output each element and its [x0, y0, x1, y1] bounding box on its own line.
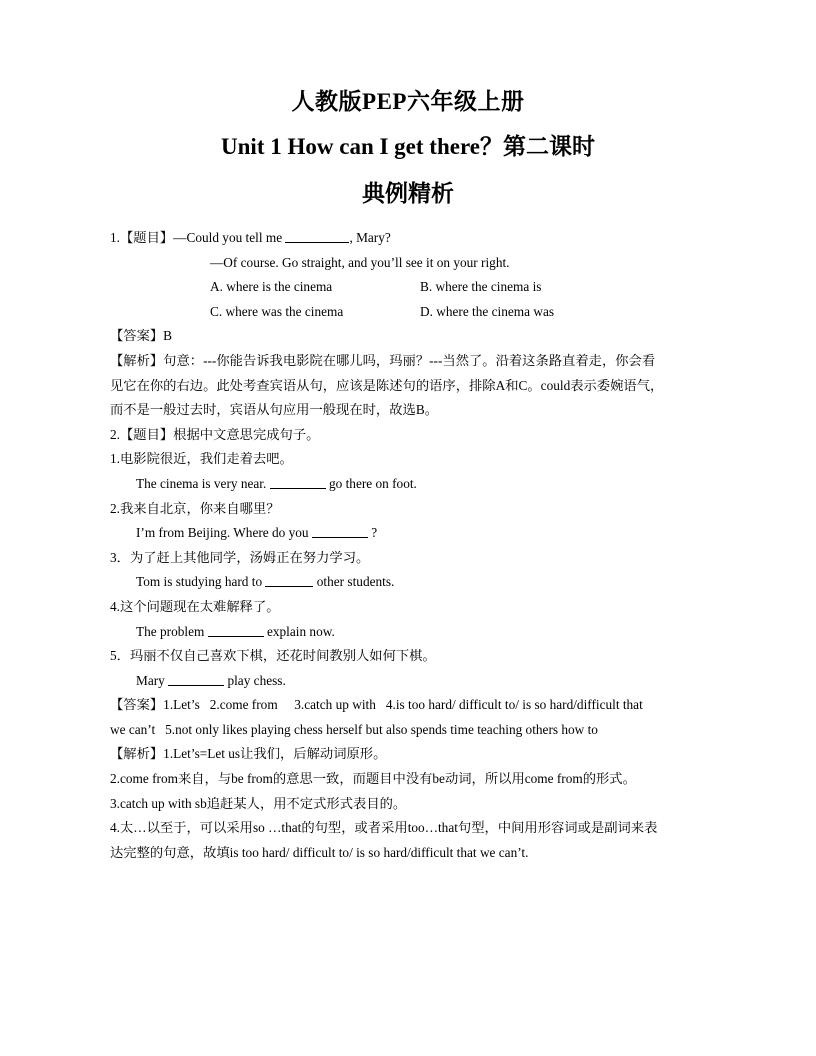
document-title [110, 80, 706, 216]
question-2-item-4-en [110, 620, 706, 645]
blank-underline [168, 673, 224, 686]
question-1-stem-pre: 1.【题目】—Could you tell me [110, 230, 286, 245]
blank-underline [312, 525, 368, 538]
question-1-analysis-line-3: 而不是一般过去时，宾语从句应用一般现在时，故选B。 [110, 402, 438, 418]
question-1-stem-post: , Mary? [349, 230, 391, 245]
question-1-answer: 【答案】B [110, 328, 173, 344]
question-1-option-row-1 [110, 275, 706, 300]
question-2-item-3-cn: 3．为了赶上其他同学，汤姆正在努力学习。 [110, 549, 370, 565]
option-c: C. where was the cinema [210, 303, 344, 319]
blank-underline [270, 476, 326, 489]
sentence-post: go there on foot. [325, 475, 417, 491]
question-2-item-5-en [110, 669, 706, 694]
sentence-pre: The problem [136, 623, 208, 639]
option-d: D. where the cinema was [420, 303, 555, 319]
title-line-1: 人教版PEP六年级上册 [291, 89, 525, 114]
question-2-analysis-line-5: 达完整的句意，故填is too hard/ difficult to/ is so hard/difficult that we can’t. [110, 844, 529, 860]
question-2-item-2-en [110, 521, 706, 546]
blank-underline [208, 624, 264, 637]
title-line-3: 典例精析 [362, 180, 454, 206]
sentence-pre: Mary [136, 672, 169, 688]
question-2-analysis-line-4: 4.太…以至于，可以采用so …that的句型，或者采用too…that句型，中间用形容词或是副词来表 [110, 820, 658, 836]
question-2-item-1-cn: 1.电影院很近，我们走着去吧。 [110, 451, 293, 467]
question-2-stem: 2.【题目】根据中文意思完成句子。 [110, 426, 320, 442]
sentence-post: ? [367, 525, 378, 541]
option-b: B. where the cinema is [420, 279, 542, 295]
sentence-post: other students. [313, 574, 395, 590]
question-2-answer-line-1: 【答案】1.Let’s 2.come from 3.catch up with 4.is too hard/ difficult to/ is so hard/difficult that [110, 697, 643, 713]
question-1-analysis-line-1: 【解析】句意：---你能告诉我电影院在哪儿吗，玛丽？---当然了。沿着这条路直着走，你会看 [110, 352, 656, 368]
document-body [110, 226, 706, 865]
sentence-post: explain now. [263, 623, 335, 639]
question-2-item-3-en [110, 570, 706, 595]
question-1-analysis-line-2: 见它在你的右边。此处考查宾语从句，应该是陈述句的语序，排除A和C。could表示委婉语气， [110, 377, 664, 393]
option-a: A. where is the cinema [210, 279, 333, 295]
question-1-stem [110, 226, 706, 251]
question-1-option-row-2 [110, 300, 706, 325]
question-2-analysis-line-2: 2.come from来自，与be from的意思一致，而题目中没有be动词，所以用come from的形式。 [110, 771, 636, 787]
question-1-reply: —Of course. Go straight, and you’ll see it on your right. [210, 254, 510, 270]
question-2-item-4-cn: 4.这个问题现在太难解释了。 [110, 598, 280, 614]
question-2-analysis-line-1: 【解析】1.Let’s=Let us让我们，后解动词原形。 [110, 746, 387, 762]
question-2-item-5-cn: 5．玛丽不仅自己喜欢下棋，还花时间教别人如何下棋。 [110, 648, 436, 664]
question-2-answer-line-2: we can’t 5.not only likes playing chess herself but also spends time teaching others how to [110, 721, 598, 737]
question-2-item-1-en [110, 472, 706, 497]
sentence-pre: The cinema is very near. [136, 475, 270, 491]
question-2-item-2-cn: 2.我来自北京，你来自哪里？ [110, 500, 280, 516]
title-line-2: Unit 1 How can I get there？第二课时 [221, 134, 595, 159]
sentence-pre: I’m from Beijing. Where do you [136, 525, 312, 541]
blank-underline [285, 230, 349, 243]
sentence-pre: Tom is studying hard to [136, 574, 266, 590]
question-2-analysis-line-3: 3.catch up with sb追赶某人，用不定式形式表目的。 [110, 795, 407, 811]
blank-underline [265, 574, 313, 587]
sentence-post: play chess. [224, 672, 286, 688]
